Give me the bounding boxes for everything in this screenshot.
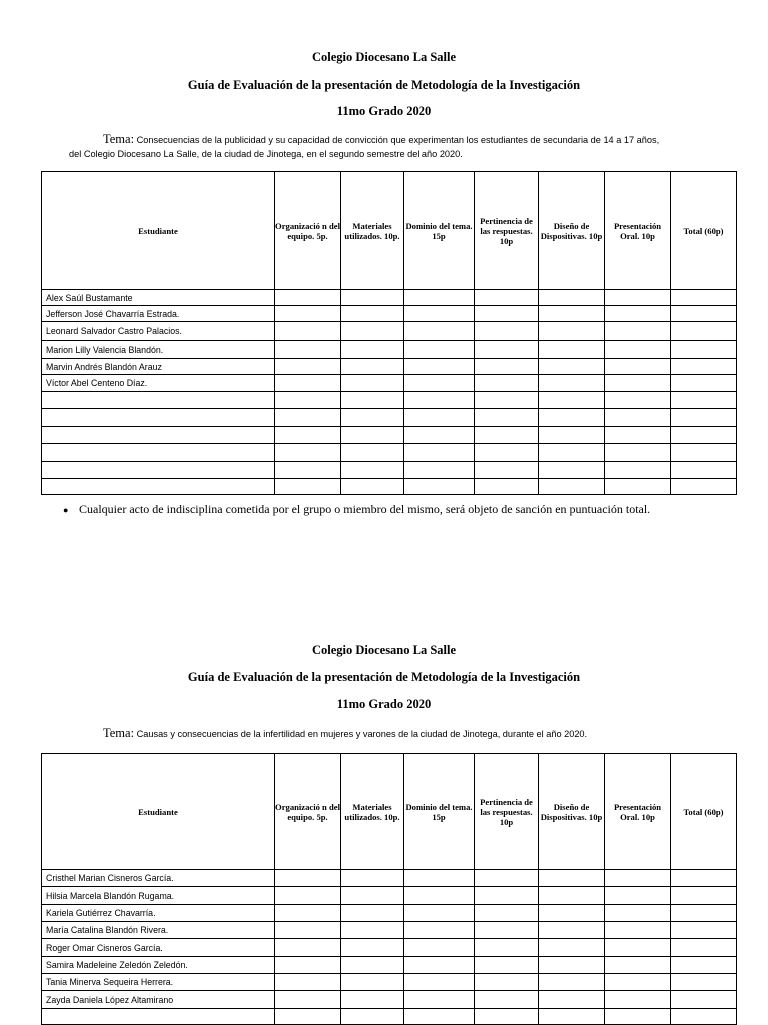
score-cell[interactable]: [404, 939, 475, 957]
student-name-cell: Cristhel Marian Cisneros García.: [42, 870, 275, 887]
score-cell[interactable]: [539, 1009, 605, 1025]
grade-title-2: 11mo Grado 2020: [336, 697, 432, 711]
score-cell[interactable]: [605, 409, 671, 427]
score-cell[interactable]: [275, 939, 341, 957]
table-row: [42, 922, 737, 939]
score-cell[interactable]: [539, 887, 605, 905]
table-row: [42, 409, 737, 427]
score-cell[interactable]: [404, 409, 475, 427]
score-cell[interactable]: [275, 444, 341, 462]
score-cell[interactable]: [671, 290, 737, 306]
score-cell[interactable]: [539, 290, 605, 306]
student-name-cell: [42, 1009, 275, 1025]
student-name-cell: Jefferson José Chavarría Estrada.: [42, 306, 275, 322]
score-cell[interactable]: [671, 1009, 737, 1025]
evaluation-table-2: [41, 753, 737, 1025]
score-cell[interactable]: [341, 922, 404, 939]
tema-label-2: Tema:: [103, 726, 135, 740]
score-cell[interactable]: [539, 427, 605, 444]
score-cell[interactable]: [671, 409, 737, 427]
table-row: [42, 887, 737, 905]
student-name-cell: [42, 409, 275, 427]
score-cell[interactable]: [341, 974, 404, 991]
score-cell[interactable]: [475, 991, 539, 1009]
guide-title-2: Guía de Evaluación de la presentación de Metodología de la Investigación: [187, 670, 581, 684]
score-cell[interactable]: [671, 341, 737, 359]
table-row: [42, 974, 737, 991]
score-cell[interactable]: [605, 375, 671, 392]
school-title-2: Colegio Diocesano La Salle: [311, 643, 457, 657]
score-cell[interactable]: [605, 974, 671, 991]
score-cell[interactable]: [605, 306, 671, 322]
table-row: [42, 306, 737, 322]
score-cell[interactable]: [605, 341, 671, 359]
score-cell[interactable]: [404, 306, 475, 322]
table-row: [42, 392, 737, 409]
score-cell[interactable]: [605, 887, 671, 905]
score-cell[interactable]: [475, 409, 539, 427]
score-cell[interactable]: [671, 974, 737, 991]
score-cell[interactable]: [275, 479, 341, 495]
score-cell[interactable]: [341, 991, 404, 1009]
score-cell[interactable]: [475, 290, 539, 306]
table-row: [42, 905, 737, 922]
header-student: Estudiante: [42, 172, 275, 290]
score-cell[interactable]: [404, 922, 475, 939]
score-cell[interactable]: [404, 427, 475, 444]
score-cell[interactable]: [539, 991, 605, 1009]
score-cell[interactable]: [475, 322, 539, 341]
score-cell[interactable]: [475, 306, 539, 322]
score-cell[interactable]: [539, 479, 605, 495]
score-cell[interactable]: [539, 306, 605, 322]
header-organizacion: Organizació n del equipo. 5p.: [275, 754, 341, 870]
score-cell[interactable]: [404, 444, 475, 462]
score-cell[interactable]: [671, 991, 737, 1009]
score-cell[interactable]: [475, 375, 539, 392]
tema-2: [103, 726, 768, 741]
score-cell[interactable]: [275, 887, 341, 905]
score-cell[interactable]: [475, 444, 539, 462]
score-cell[interactable]: [539, 922, 605, 939]
student-name-cell: Víctor Abel Centeno Díaz.: [42, 375, 275, 392]
student-name-cell: Samira Madeleine Zeledón Zeledón.: [42, 957, 275, 974]
score-cell[interactable]: [275, 322, 341, 341]
student-name-cell: Alex Saúl Bustamante: [42, 290, 275, 306]
score-cell[interactable]: [475, 870, 539, 887]
score-cell[interactable]: [341, 290, 404, 306]
score-cell[interactable]: [275, 957, 341, 974]
score-cell[interactable]: [539, 462, 605, 479]
student-name-cell: Kariela Gutiérrez Chavarría.: [42, 905, 275, 922]
score-cell[interactable]: [341, 957, 404, 974]
score-cell[interactable]: [404, 359, 475, 375]
score-cell[interactable]: [475, 974, 539, 991]
table-row: [42, 290, 737, 306]
score-cell[interactable]: [605, 290, 671, 306]
table-header-row: [42, 172, 737, 290]
score-cell[interactable]: [404, 1009, 475, 1025]
school-title-1: Colegio Diocesano La Salle: [311, 50, 457, 64]
score-cell[interactable]: [671, 870, 737, 887]
score-cell[interactable]: [404, 957, 475, 974]
score-cell[interactable]: [605, 870, 671, 887]
score-cell[interactable]: [671, 887, 737, 905]
score-cell[interactable]: [404, 341, 475, 359]
score-cell[interactable]: [475, 479, 539, 495]
table-row: [42, 939, 737, 957]
score-cell[interactable]: [275, 462, 341, 479]
score-cell[interactable]: [671, 392, 737, 409]
score-cell[interactable]: [275, 359, 341, 375]
score-cell[interactable]: [671, 427, 737, 444]
bullet-icon: ●: [63, 505, 69, 516]
header-total: Total (60p): [671, 172, 737, 290]
score-cell[interactable]: [671, 444, 737, 462]
score-cell[interactable]: [341, 392, 404, 409]
score-cell[interactable]: [341, 409, 404, 427]
student-name-cell: Hilsia Marcela Blandón Rugama.: [42, 887, 275, 905]
score-cell[interactable]: [275, 991, 341, 1009]
score-cell[interactable]: [275, 922, 341, 939]
score-cell[interactable]: [539, 375, 605, 392]
score-cell[interactable]: [539, 392, 605, 409]
score-cell[interactable]: [275, 375, 341, 392]
score-cell[interactable]: [341, 939, 404, 957]
score-cell[interactable]: [671, 939, 737, 957]
score-cell[interactable]: [539, 341, 605, 359]
score-cell[interactable]: [275, 392, 341, 409]
tema-label-1: Tema:: [103, 132, 135, 146]
student-name-cell: [42, 427, 275, 444]
score-cell[interactable]: [475, 922, 539, 939]
score-cell[interactable]: [404, 887, 475, 905]
score-cell[interactable]: [605, 444, 671, 462]
header-dominio: Dominio del tema. 15p: [404, 172, 475, 290]
score-cell[interactable]: [341, 427, 404, 444]
header-presentacion: Presentación Oral. 10p: [605, 754, 671, 870]
score-cell[interactable]: [404, 290, 475, 306]
tema-text-1: Consecuencias de la publicidad y su capacidad de convicción que experimentan los estudiantes de secundaria de 14 a 17 años,: [136, 135, 660, 145]
table-row: [42, 991, 737, 1009]
score-cell[interactable]: [671, 905, 737, 922]
table-row: [42, 479, 737, 495]
score-cell[interactable]: [605, 922, 671, 939]
header-organizacion: Organizació n del equipo. 5p.: [275, 172, 341, 290]
student-name-cell: Zayda Daniela López Altamirano: [42, 991, 275, 1009]
score-cell[interactable]: [475, 887, 539, 905]
score-cell[interactable]: [475, 359, 539, 375]
header-materiales: Materiales utilizados. 10p.: [341, 172, 404, 290]
score-cell[interactable]: [404, 991, 475, 1009]
student-name-cell: Leonard Salvador Castro Palacios.: [42, 322, 275, 341]
score-cell[interactable]: [404, 479, 475, 495]
table-row: [42, 870, 737, 887]
student-name-cell: [42, 479, 275, 495]
score-cell[interactable]: [341, 870, 404, 887]
student-name-cell: Marion Lilly Valencia Blandón.: [42, 341, 275, 359]
score-cell[interactable]: [539, 974, 605, 991]
student-name-cell: [42, 444, 275, 462]
score-cell[interactable]: [275, 409, 341, 427]
score-cell[interactable]: [341, 341, 404, 359]
grade-title-1: 11mo Grado 2020: [336, 104, 432, 118]
score-cell[interactable]: [275, 974, 341, 991]
student-name-cell: [42, 392, 275, 409]
score-cell[interactable]: [275, 870, 341, 887]
score-cell[interactable]: [475, 341, 539, 359]
discipline-note: [63, 502, 650, 517]
score-cell[interactable]: [605, 392, 671, 409]
score-cell[interactable]: [475, 462, 539, 479]
score-cell[interactable]: [275, 306, 341, 322]
tema-1: [69, 132, 739, 147]
score-cell[interactable]: [539, 322, 605, 341]
score-cell[interactable]: [341, 1009, 404, 1025]
score-cell[interactable]: [605, 462, 671, 479]
score-cell[interactable]: [341, 462, 404, 479]
student-name-cell: [42, 462, 275, 479]
score-cell[interactable]: [341, 359, 404, 375]
table-row: [42, 1009, 737, 1025]
score-cell[interactable]: [671, 359, 737, 375]
student-name-cell: Tania Minerva Sequeira Herrera.: [42, 974, 275, 991]
header-pertinencia: Pertinencia de las respuestas. 10p: [475, 172, 539, 290]
score-cell[interactable]: [475, 939, 539, 957]
tema-text-2: Causas y consecuencias de la infertilidad en mujeres y varones de la ciudad de Jinotega, durante el año 2020.: [136, 729, 588, 739]
table-row: [42, 444, 737, 462]
student-name-cell: Roger Omar Cisneros García.: [42, 939, 275, 957]
score-cell[interactable]: [404, 870, 475, 887]
score-cell[interactable]: [539, 939, 605, 957]
score-cell[interactable]: [671, 322, 737, 341]
header-pertinencia: Pertinencia de las respuestas. 10p: [475, 754, 539, 870]
score-cell[interactable]: [475, 1009, 539, 1025]
score-cell[interactable]: [404, 462, 475, 479]
evaluation-table-1: [41, 171, 737, 495]
score-cell[interactable]: [404, 375, 475, 392]
score-cell[interactable]: [341, 479, 404, 495]
table-row: [42, 957, 737, 974]
score-cell[interactable]: [341, 322, 404, 341]
table-row: [42, 341, 737, 359]
score-cell[interactable]: [605, 939, 671, 957]
score-cell[interactable]: [539, 444, 605, 462]
score-cell[interactable]: [671, 462, 737, 479]
score-cell[interactable]: [275, 341, 341, 359]
score-cell[interactable]: [539, 409, 605, 427]
table-row: [42, 427, 737, 444]
score-cell[interactable]: [605, 991, 671, 1009]
score-cell[interactable]: [539, 905, 605, 922]
score-cell[interactable]: [605, 359, 671, 375]
score-cell[interactable]: [275, 1009, 341, 1025]
score-cell[interactable]: [404, 974, 475, 991]
score-cell[interactable]: [671, 375, 737, 392]
score-cell[interactable]: [341, 905, 404, 922]
score-cell[interactable]: [475, 957, 539, 974]
student-name-cell: María Catalina Blandón Rivera.: [42, 922, 275, 939]
score-cell[interactable]: [539, 870, 605, 887]
score-cell[interactable]: [341, 306, 404, 322]
tema-text-1-line2: del Colegio Diocesano La Salle, de la ciudad de Jinotega, en el segundo semestre del año 2020.: [69, 149, 463, 159]
score-cell[interactable]: [605, 479, 671, 495]
score-cell[interactable]: [341, 375, 404, 392]
table-row: [42, 322, 737, 341]
header-student: Estudiante: [42, 754, 275, 870]
score-cell[interactable]: [341, 887, 404, 905]
score-cell[interactable]: [605, 957, 671, 974]
table-row: [42, 462, 737, 479]
score-cell[interactable]: [539, 957, 605, 974]
header-presentacion: Presentación Oral. 10p: [605, 172, 671, 290]
score-cell[interactable]: [605, 1009, 671, 1025]
score-cell[interactable]: [475, 392, 539, 409]
guide-title-1: Guía de Evaluación de la presentación de Metodología de la Investigación: [187, 78, 581, 92]
table-header-row: [42, 754, 737, 870]
score-cell[interactable]: [475, 905, 539, 922]
score-cell[interactable]: [404, 392, 475, 409]
score-cell[interactable]: [275, 427, 341, 444]
header-dominio: Dominio del tema. 15p: [404, 754, 475, 870]
score-cell[interactable]: [671, 957, 737, 974]
score-cell[interactable]: [475, 427, 539, 444]
student-name-cell: Marvin Andrés Blandón Arauz: [42, 359, 275, 375]
score-cell[interactable]: [605, 905, 671, 922]
table-row: [42, 359, 737, 375]
score-cell[interactable]: [671, 306, 737, 322]
score-cell[interactable]: [605, 427, 671, 444]
score-cell[interactable]: [539, 359, 605, 375]
note-text: Cualquier acto de indisciplina cometida por el grupo o miembro del mismo, será objeto de sanción en puntuación total.: [79, 502, 651, 516]
score-cell[interactable]: [404, 905, 475, 922]
score-cell[interactable]: [404, 322, 475, 341]
header-materiales: Materiales utilizados. 10p.: [341, 754, 404, 870]
score-cell[interactable]: [671, 479, 737, 495]
score-cell[interactable]: [275, 905, 341, 922]
header-diseno: Diseño de Dispositivas. 10p: [539, 754, 605, 870]
header-diseno: Diseño de Dispositivas. 10p: [539, 172, 605, 290]
score-cell[interactable]: [275, 290, 341, 306]
score-cell[interactable]: [605, 322, 671, 341]
header-total: Total (60p): [671, 754, 737, 870]
score-cell[interactable]: [341, 444, 404, 462]
table-row: [42, 375, 737, 392]
score-cell[interactable]: [671, 922, 737, 939]
